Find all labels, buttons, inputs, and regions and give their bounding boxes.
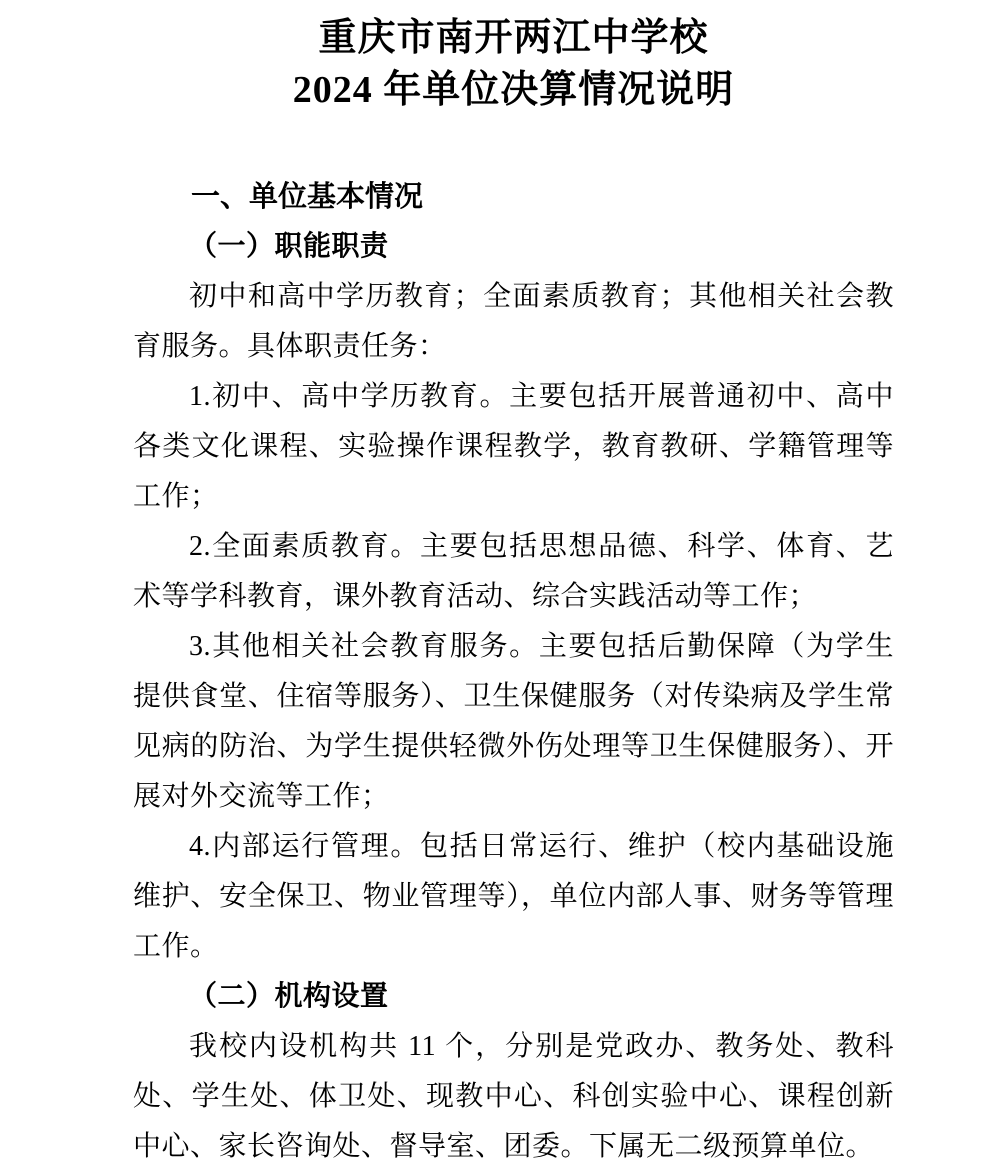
document-title — [133, 12, 894, 116]
subsection-heading-organization: （二）机构设置 — [189, 981, 389, 1012]
subsection-heading-duties: （一）职能职责 — [189, 231, 389, 262]
paragraph-duty-4-internal: 4.内部运行管理。包括日常运行、维护（校内基础设施维护、安全保卫、物业管理等），单位内部人事、财务等管理工作。 — [133, 831, 894, 962]
document-title-line-2: 2024 年单位决算情况说明 — [292, 69, 735, 111]
paragraph-duty-3-social: 3.其他相关社会教育服务。主要包括后勤保障（为学生提供食堂、住宿等服务）、卫生保健服务（对传染病及学生常见病的防治、为学生提供轻微外伤处理等卫生保健服务）、开展对外交流等工作； — [133, 631, 894, 812]
paragraph-duty-2-quality: 2.全面素质教育。主要包括思想品德、科学、体育、艺术等学科教育，课外教育活动、综合实践活动等工作； — [133, 531, 894, 612]
document-title-line-1: 重庆市南开两江中学校 — [318, 17, 709, 59]
paragraph-duties-intro: 初中和高中学历教育；全面素质教育；其他相关社会教育服务。具体职责任务： — [133, 281, 894, 362]
section-heading-basic-info: 一、单位基本情况 — [191, 181, 424, 213]
paragraph-organization: 我校内设机构共 11 个，分别是党政办、教务处、教科处、学生处、体卫处、现教中心、科创实验中心、课程创新中心、家长咨询处、督导室、团委。下属无二级预算单位。 — [133, 1031, 894, 1162]
paragraph-duty-1-education: 1.初中、高中学历教育。主要包括开展普通初中、高中各类文化课程、实验操作课程教学，教育教研、学籍管理等工作； — [133, 381, 894, 512]
document-body — [133, 172, 894, 1172]
